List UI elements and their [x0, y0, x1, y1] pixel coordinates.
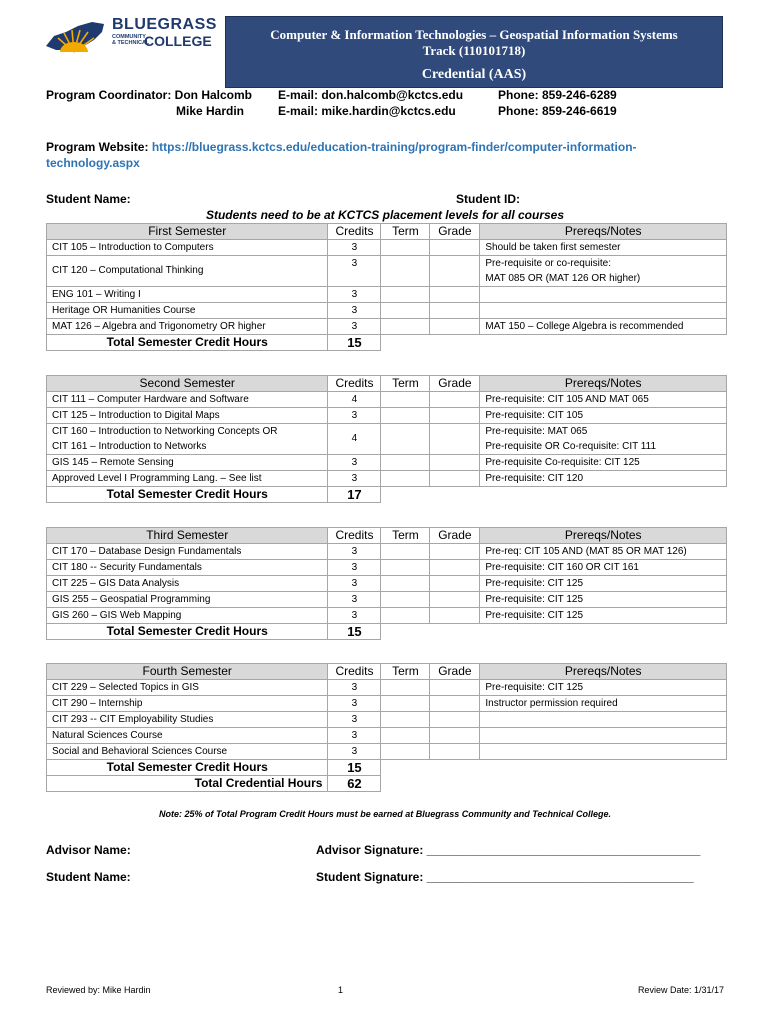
term-cell[interactable]	[381, 592, 430, 608]
total-label: Total Semester Credit Hours	[47, 335, 328, 351]
grade-header: Grade	[430, 224, 480, 240]
term-cell[interactable]	[381, 287, 430, 303]
term-cell[interactable]	[381, 680, 430, 696]
grade-cell[interactable]	[430, 319, 480, 335]
course-name: CIT 125 – Introduction to Digital Maps	[47, 408, 328, 424]
first-semester-table	[46, 223, 727, 351]
total-row	[47, 760, 727, 776]
total-row	[47, 487, 727, 503]
course-credits: 3	[328, 471, 381, 487]
table-header	[47, 224, 727, 240]
course-credits: 3	[328, 303, 381, 319]
total-row	[47, 624, 727, 640]
logo-line2: COMMUNITY	[112, 34, 146, 40]
total-label: Total Semester Credit Hours	[47, 487, 328, 503]
course-name: CIT 293 -- CIT Employability Studies	[47, 712, 328, 728]
kentucky-sunburst-icon	[44, 16, 108, 54]
table-row	[47, 608, 727, 624]
course-credits: 3	[328, 408, 381, 424]
semester-title: First Semester	[47, 224, 328, 240]
course-name: Heritage OR Humanities Course	[47, 303, 328, 319]
reviewed-by: Reviewed by: Mike Hardin	[46, 985, 151, 995]
course-name: GIS 145 – Remote Sensing	[47, 455, 328, 471]
table-row	[47, 576, 727, 592]
notes-line: Pre-requisite OR Co-requisite: CIT 111	[485, 441, 657, 452]
review-date: Review Date: 1/31/17	[637, 985, 724, 995]
course-credits: 3	[328, 608, 381, 624]
course-name: CIT 170 – Database Design Fundamentals	[47, 544, 328, 560]
website-link-cont[interactable]: technology.aspx	[46, 156, 140, 170]
course-credits: 3	[328, 592, 381, 608]
table-row	[47, 712, 727, 728]
term-cell[interactable]	[381, 560, 430, 576]
course-notes: Pre-req: CIT 105 AND (MAT 85 OR MAT 126)	[480, 544, 727, 560]
notes-header: Prereqs/Notes	[480, 664, 727, 680]
course-notes	[480, 728, 727, 744]
third-semester-table	[46, 527, 727, 640]
term-header: Term	[381, 664, 430, 680]
notes-header: Prereqs/Notes	[480, 376, 727, 392]
program-track: Track (110101718)	[422, 43, 526, 58]
notes-line: MAT 085 OR (MAT 126 OR higher)	[485, 273, 641, 284]
program-coordinator: Program Coordinator: Don Halcomb	[46, 88, 253, 102]
term-cell[interactable]	[381, 576, 430, 592]
table-row	[47, 319, 727, 335]
table-row	[47, 560, 727, 576]
course-credits: 4	[328, 392, 381, 408]
course-notes: Pre-requisite: CIT 160 OR CIT 161	[480, 560, 727, 576]
total-label: Total Semester Credit Hours	[47, 760, 328, 776]
grade-cell[interactable]	[430, 256, 480, 287]
logo-college: COLLEGE	[144, 33, 212, 49]
term-header: Term	[381, 376, 430, 392]
course-notes: Pre-requisite: CIT 125	[480, 680, 727, 696]
course-credits: 3	[328, 560, 381, 576]
course-name: CIT 105 – Introduction to Computers	[47, 240, 328, 256]
grade-header: Grade	[430, 528, 480, 544]
grade-cell[interactable]	[430, 287, 480, 303]
second-coordinator: Mike Hardin	[176, 104, 245, 118]
course-name: CIT 180 -- Security Fundamentals	[47, 560, 328, 576]
student-name-label: Student Name:	[46, 192, 131, 206]
grade-cell[interactable]	[430, 712, 480, 728]
grade-cell[interactable]	[430, 471, 480, 487]
course-name	[47, 424, 328, 455]
grade-cell[interactable]	[430, 408, 480, 424]
course-name: Approved Level I Programming Lang. – See list	[47, 471, 328, 487]
table-row	[47, 744, 727, 760]
table-header	[47, 664, 727, 680]
student-signature-line[interactable]: Student Signature: ________________________________________	[316, 870, 694, 884]
course-name: CIT 225 – GIS Data Analysis	[47, 576, 328, 592]
credits-header: Credits	[328, 664, 381, 680]
course-notes: Pre-requisite: CIT 120	[480, 471, 727, 487]
course-credits: 3	[328, 576, 381, 592]
term-cell[interactable]	[381, 408, 430, 424]
grade-cell[interactable]	[430, 240, 480, 256]
grade-cell[interactable]	[430, 455, 480, 471]
fourth-semester-table	[46, 663, 727, 792]
phone-2: Phone: 859-246-6619	[498, 104, 617, 118]
course-line: CIT 161 – Introduction to Networks	[52, 441, 207, 452]
course-notes: Pre-requisite: CIT 105	[480, 408, 727, 424]
course-notes	[480, 256, 727, 287]
table-row	[47, 287, 727, 303]
credential-total-value: 62	[328, 776, 381, 792]
course-name: CIT 111 – Computer Hardware and Software	[47, 392, 328, 408]
advisor-name-label: Advisor Name:	[46, 843, 131, 857]
course-name: CIT 229 – Selected Topics in GIS	[47, 680, 328, 696]
course-credits: 3	[328, 544, 381, 560]
credit-hours-note: Note: 25% of Total Program Credit Hours must be earned at Bluegrass Community and Technical College.	[159, 809, 611, 819]
table-row	[47, 392, 727, 408]
grade-cell[interactable]	[430, 728, 480, 744]
title-banner	[225, 16, 723, 88]
table-row	[47, 408, 727, 424]
table-row	[47, 240, 727, 256]
total-credits: 15	[328, 335, 381, 351]
term-cell[interactable]	[381, 728, 430, 744]
notes-line: Pre-requisite: MAT 065	[485, 426, 588, 437]
course-name: MAT 126 – Algebra and Trigonometry OR higher	[47, 319, 328, 335]
website-label: Program Website:	[46, 140, 152, 154]
total-label: Total Semester Credit Hours	[47, 624, 328, 640]
placement-note: Students need to be at KCTCS placement levels for all courses	[205, 208, 565, 222]
course-name: CIT 290 – Internship	[47, 696, 328, 712]
grade-header: Grade	[430, 664, 480, 680]
notes-header: Prereqs/Notes	[480, 224, 727, 240]
course-name: ENG 101 – Writing I	[47, 287, 328, 303]
second-semester-table	[46, 375, 727, 503]
course-name: GIS 255 – Geospatial Programming	[47, 592, 328, 608]
page-number: 1	[338, 985, 344, 995]
grade-cell[interactable]	[430, 303, 480, 319]
term-header: Term	[381, 528, 430, 544]
term-cell[interactable]	[381, 544, 430, 560]
total-credits: 15	[328, 624, 381, 640]
course-notes: Pre-requisite: CIT 125	[480, 592, 727, 608]
course-notes	[480, 744, 727, 760]
term-cell[interactable]	[381, 455, 430, 471]
table-row	[47, 728, 727, 744]
course-notes: Instructor permission required	[480, 696, 727, 712]
course-credits: 3	[328, 712, 381, 728]
grade-cell[interactable]	[430, 576, 480, 592]
course-notes: Pre-requisite: CIT 105 AND MAT 065	[480, 392, 727, 408]
term-header: Term	[381, 224, 430, 240]
course-notes	[480, 424, 727, 455]
table-row	[47, 455, 727, 471]
course-credits: 3	[328, 744, 381, 760]
course-notes: Pre-requisite: CIT 125	[480, 576, 727, 592]
term-cell[interactable]	[381, 712, 430, 728]
phone-1: Phone: 859-246-6289	[498, 88, 617, 102]
grade-header: Grade	[430, 376, 480, 392]
credits-header: Credits	[328, 224, 381, 240]
course-name: Social and Behavioral Sciences Course	[47, 744, 328, 760]
credential-title: Credential (AAS)	[421, 67, 527, 82]
total-credits: 15	[328, 760, 381, 776]
table-row	[47, 544, 727, 560]
student-id-label: Student ID:	[456, 192, 520, 206]
logo-line3: & TECHNICAL	[112, 40, 150, 46]
notes-header: Prereqs/Notes	[480, 528, 727, 544]
total-row	[47, 335, 727, 351]
credits-header: Credits	[328, 528, 381, 544]
grade-cell[interactable]	[430, 544, 480, 560]
course-credits: 3	[328, 680, 381, 696]
course-credits: 3	[328, 696, 381, 712]
term-cell[interactable]	[381, 696, 430, 712]
email-2[interactable]: E-mail: mike.hardin@kctcs.edu	[278, 104, 456, 118]
course-notes: Pre-requisite: CIT 125	[480, 608, 727, 624]
course-credits: 3	[328, 256, 381, 287]
course-credits: 3	[328, 319, 381, 335]
table-row	[47, 424, 727, 455]
course-credits: 3	[328, 240, 381, 256]
course-line: CIT 160 – Introduction to Networking Concepts OR	[52, 426, 278, 437]
credential-total-label: Total Credential Hours	[47, 776, 328, 792]
college-logo	[44, 16, 219, 56]
table-header	[47, 528, 727, 544]
semester-title: Fourth Semester	[47, 664, 328, 680]
term-cell[interactable]	[381, 471, 430, 487]
course-notes	[480, 712, 727, 728]
term-cell[interactable]	[381, 240, 430, 256]
website-row	[46, 139, 637, 155]
course-notes: Should be taken first semester	[480, 240, 727, 256]
table-row	[47, 303, 727, 319]
grade-cell[interactable]	[430, 680, 480, 696]
course-credits: 4	[328, 424, 381, 455]
term-cell[interactable]	[381, 256, 430, 287]
course-notes	[480, 287, 727, 303]
table-row	[47, 471, 727, 487]
credential-total-row	[47, 776, 727, 792]
term-cell[interactable]	[381, 303, 430, 319]
course-credits: 3	[328, 728, 381, 744]
term-cell[interactable]	[381, 744, 430, 760]
course-credits: 3	[328, 287, 381, 303]
email-1[interactable]: E-mail: don.halcomb@kctcs.edu	[278, 88, 464, 102]
term-cell[interactable]	[381, 319, 430, 335]
logo-wordmark: BLUEGRASS	[112, 16, 217, 33]
table-row	[47, 592, 727, 608]
grade-cell[interactable]	[430, 608, 480, 624]
course-notes: Pre-requisite Co-requisite: CIT 125	[480, 455, 727, 471]
term-cell[interactable]	[381, 392, 430, 408]
program-title: Computer & Information Technologies – Geospatial Information Systems	[270, 27, 678, 42]
notes-line: Pre-requisite or co-requisite:	[485, 258, 611, 269]
credits-header: Credits	[328, 376, 381, 392]
term-cell[interactable]	[381, 424, 430, 455]
table-row	[47, 680, 727, 696]
course-name: GIS 260 – GIS Web Mapping	[47, 608, 328, 624]
table-row	[47, 696, 727, 712]
total-credits: 17	[328, 487, 381, 503]
semester-title: Second Semester	[47, 376, 328, 392]
website-link[interactable]: https://bluegrass.kctcs.edu/education-training/program-finder/computer-information-	[151, 140, 637, 154]
advisor-signature-line[interactable]: Advisor Signature: _________________________________________	[316, 843, 701, 857]
semester-title: Third Semester	[47, 528, 328, 544]
student-name-sig-label: Student Name:	[46, 870, 131, 884]
course-notes	[480, 303, 727, 319]
grade-cell[interactable]	[430, 744, 480, 760]
course-credits: 3	[328, 455, 381, 471]
grade-cell[interactable]	[430, 392, 480, 408]
term-cell[interactable]	[381, 608, 430, 624]
table-header	[47, 376, 727, 392]
grade-cell[interactable]	[430, 560, 480, 576]
grade-cell[interactable]	[430, 424, 480, 455]
course-notes: MAT 150 – College Algebra is recommended	[480, 319, 727, 335]
course-name: Natural Sciences Course	[47, 728, 328, 744]
course-name: CIT 120 – Computational Thinking	[47, 256, 328, 287]
grade-cell[interactable]	[430, 696, 480, 712]
grade-cell[interactable]	[430, 592, 480, 608]
table-row	[47, 256, 727, 287]
